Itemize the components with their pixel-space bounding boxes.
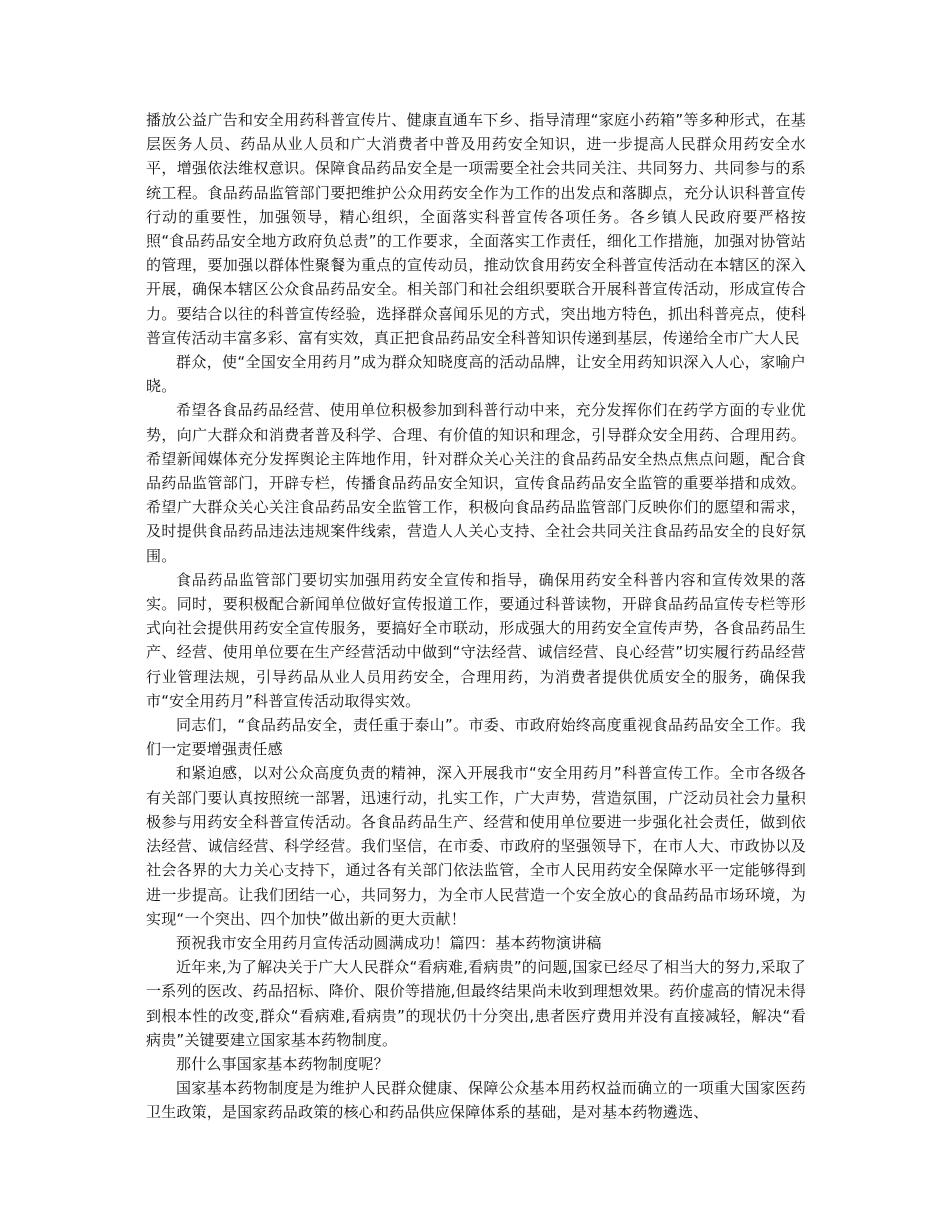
paragraph-9: 那什么事国家基本药物制度呢？ — [176, 1054, 389, 1073]
paragraph-7: 预祝我市安全用药月宣传活动圆满成功！篇四：基本药物演讲稿 — [176, 933, 602, 952]
document-body — [146, 108, 806, 1125]
paragraph-4: 食品药品监管部门要切实加强用药安全宣传和指导，确保用药安全科普内容和宣传效果的落实。同时，要积极配合新闻单位做好宣传报道工作，要通过科普读物，开辟食品药品宣传专栏等形式向社会提供用药安全宣传服务，要搞好全市联动，形成强大的用药安全宣传声势，各食品药品生产、经营、使用单位要在生产经营活动中做到“守法经营、诚信经营、良心经营”切实履行药品经营行业管理法规，引导药品从业人员用药安全，合理用药，为消费者提供优质安全的服务，确保我市“安全用药月”科普宣传活动取得实效。 — [146, 570, 806, 710]
paragraph-6: 和紧迫感，以对公众高度负责的精神，深入开展我市“安全用药月”科普宣传工作。全市各级各有关部门要认真按照统一部署，迅速行动，扎实工作，广大声势，营造氛围，广泛动员社会力量积极参与用药安全科普宣传活动。各食品药品生产、经营和使用单位要进一步强化社会责任，做到依法经营、诚信经营、科学经营。我们坚信，在市委、市政府的坚强领导下，在市人大、市政协以及社会各界的大力关心支持下，通过各有关部门依法监管，全市人民用药安全保障水平一定能够得到进一步提高。让我们团结一心，共同努力，为全市人民营造一个安全放心的食品药品市场环境，为实现“一个突出、四个加快”做出新的更大贡献！ — [146, 764, 806, 928]
paragraph-10: 国家基本药物制度是为维护人民群众健康、保障公众基本用药权益而确立的一项重大国家医药卫生政策，是国家药品政策的核心和药品供应保障体系的基础，是对基本药物遴选、 — [146, 1079, 806, 1122]
paragraph-5: 同志们，“食品药品安全，责任重于泰山”。市委、市政府始终高度重视食品药品安全工作。我们一定要增强责任感 — [146, 716, 806, 759]
paragraph-8: 近年来,为了解决关于广大人民群众“看病难,看病贵”的问题,国家已经尽了相当大的努力,采取了一系列的医改、药品招标、降价、限价等措施,但最终结果尚未收到理想效果。药价虚高的情况未得到根本性的改变,群众“看病难,看病贵”的现状仍十分突出,患者医疗费用并没有直接减轻，解决“看病贵”关键要建立国家基本药物制度。 — [146, 958, 806, 1049]
paragraph-2: 群众，使“全国安全用药月”成为群众知晓度高的活动品牌，让安全用药知识深入人心，家喻户晓。 — [146, 353, 806, 396]
paragraph-3: 希望各食品药品经营、使用单位积极参加到科普行动中来，充分发挥你们在药学方面的专业优势，向广大群众和消费者普及科学、合理、有价值的知识和理念，引导群众安全用药、合理用药。希望新闻媒体充分发挥舆论主阵地作用，针对群众关心关注的食品药品安全热点焦点问题，配合食品药品监管部门，开辟专栏，传播食品药品安全知识，宣传食品药品安全监管的重要举措和成效。希望广大群众关心关注食品药品安全监管工作，积极向食品药品监管部门反映你们的愿望和需求，及时提供食品药品违法违规案件线索，营造人人关心支持、全社会共同关注食品药品安全的良好氛围。 — [146, 401, 806, 565]
paragraph-1: 播放公益广告和安全用药科普宣传片、健康直通车下乡、指导清理“家庭小药箱”等多种形式，在基层医务人员、药品从业人员和广大消费者中普及用药安全知识，进一步提高人民群众用药安全水平，增强依法维权意识。保障食品药品安全是一项需要全社会共同关注、共同努力、共同参与的系统工程。食品药品监管部门要把维护公众用药安全作为工作的出发点和落脚点，充分认识科普宣传行动的重要性，加强领导，精心组织，全面落实科普宣传各项任务。各乡镇人民政府要严格按照“食品药品安全地方政府负总责”的工作要求，全面落实工作责任，细化工作措施，加强对协管站的管理，要加强以群体性聚餐为重点的宣传动员，推动饮食用药安全科普宣传活动在本辖区的深入开展，确保本辖区公众食品药品安全。相关部门和社会组织要联合开展科普宣传活动，形成宣传合力。要结合以往的科普宣传经验，选择群众喜闻乐见的方式，突出地方特色，抓出科普亮点，使科普宣传活动丰富多彩、富有实效，真正把食品药品安全科普知识传递到基层，传递给全市广大人民 — [146, 111, 806, 347]
